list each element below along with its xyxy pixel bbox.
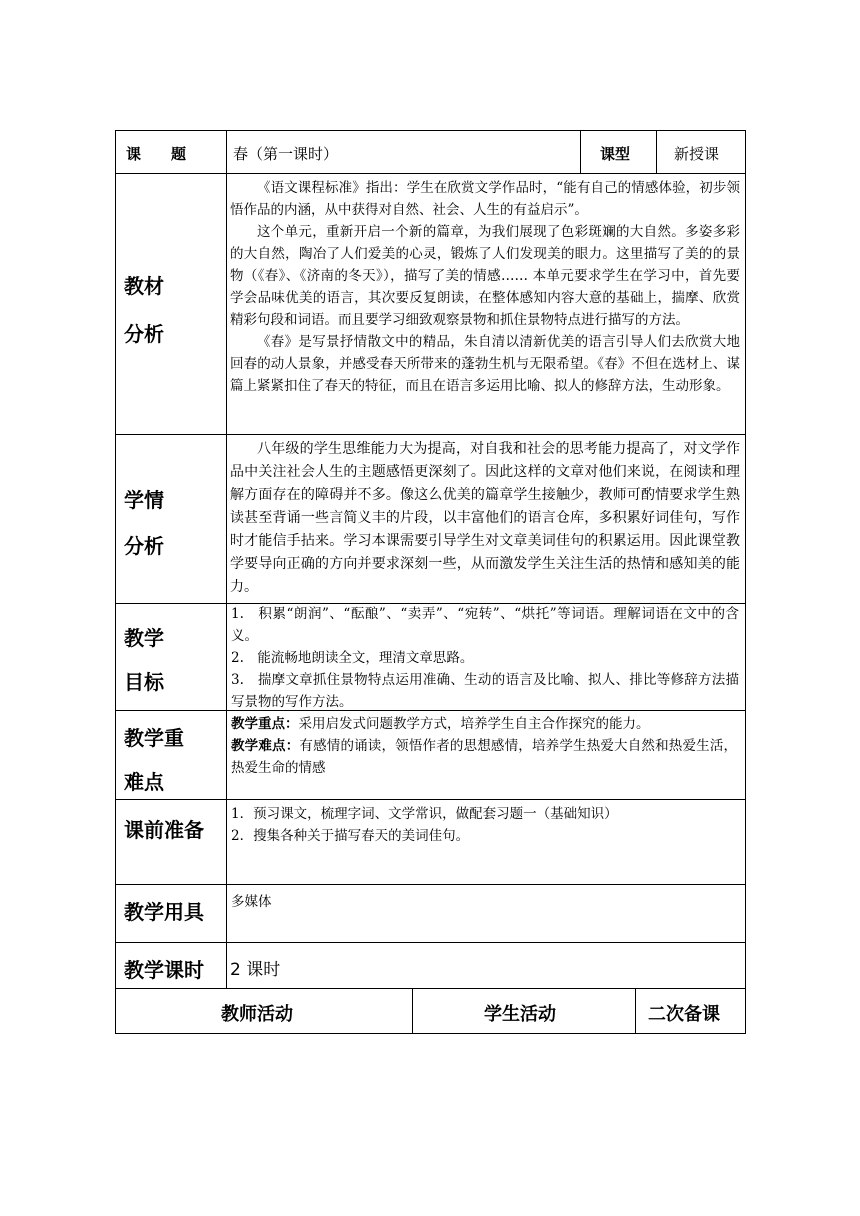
footer-student: 学生活动 <box>484 1004 556 1025</box>
material-paragraph-2: 这个单元，重新开启一个新的篇章，为我们展现了色彩斑斓的大自然。多姿多彩的大自然，陶冶了人们爱美的心灵，锻炼了人们发现美的眼力。这里描写了美的的景物（《春》、《济南的冬天》），描写了美的情感…… 本单元要求学生在学习中，首先要学会品味优美的语言，其次要反复朗读，在整体感知内容大意的基础上，揣摩、欣赏精彩句段和词语。而且要学习细致观察景物和抓住景物特点进行描写的方法。 <box>230 224 740 328</box>
students-label-line1: 学情 <box>124 488 164 512</box>
prep-label: 课前准备 <box>124 818 204 842</box>
focus-label: 教学重点： <box>231 716 299 732</box>
goal-item-2: 2. 能流畅地朗读全文，理清文章思路。 <box>231 650 474 666</box>
prep-text <box>231 803 739 847</box>
goals-text <box>231 603 739 713</box>
material-paragraph-1: 《语文课程标准》指出：学生在欣赏文学作品时，“能有自己的情感体验，初步领悟作品的内涵，从中获得对自然、社会、人生的有益启示”。 <box>230 180 740 218</box>
material-label-line2: 分析 <box>124 322 164 346</box>
tools-label: 教学用具 <box>124 900 204 924</box>
prep-item-1: 1．预习课文，梳理字词、文学常识，做配套习题一（基础知识） <box>231 806 618 822</box>
difficulty-label: 教学难点： <box>231 738 300 754</box>
prep-item-2: 2．搜集各种关于描写春天的美词佳句。 <box>231 828 470 844</box>
goal-item-3: 3. 揣摩文章抓住景物特点运用准确、生动的语言及比喻、拟人、排比等修辞方法描写景物的写作方法。 <box>231 672 739 710</box>
students-paragraph: 八年级的学生思维能力大为提高，对自我和社会的思考能力提高了，对文学作品中关注社会人生的主题感悟更深刻了。因此这样的文章对他们来说，在阅读和理解方面存在的障碍并不多。像这么优美的篇章学生接触少，教师可酌情要求学生熟读甚至背诵一些言简义丰的片段，以丰富他们的语言仓库，多积累好词佳句，写作时才能信手拈来。学习本课需要引导学生对文章美词佳句的积累运用。因此课堂教学要导向正确的方向并要求深刻一些，从而激发学生关注生活的热情和感知美的能力。 <box>230 441 740 595</box>
tools-value: 多媒体 <box>231 894 272 910</box>
students-label-line2: 分析 <box>124 534 164 558</box>
focus-text: 采用启发式问题教学方式，培养学生自主合作探究的能力。 <box>298 716 650 732</box>
keypoint-difficulty <box>231 735 737 779</box>
difficulty-text: 有感情的诵读，领悟作者的思想感情，培养学生热爱大自然和热爱生活，热爱生命的情感 <box>231 738 738 776</box>
type-value: 新授课 <box>674 145 720 163</box>
material-text <box>230 177 740 397</box>
keypoints-label-line1: 教学重 <box>124 726 184 750</box>
students-label-cell <box>115 434 227 604</box>
keypoints-text <box>231 713 737 779</box>
hours-value: 2 课时 <box>230 960 281 980</box>
hours-label: 教学课时 <box>124 958 204 982</box>
topic-value: 春（第一课时） <box>233 145 339 163</box>
goals-label-line2: 目标 <box>124 670 164 694</box>
type-label: 课型 <box>600 145 631 163</box>
keypoint-focus <box>231 713 737 735</box>
topic-label: 课 题 <box>126 145 187 163</box>
material-label-cell <box>115 173 227 435</box>
goal-item-1: 1. 积累“朗润”、“酝酿”、“卖弄”、“宛转”、“烘托”等词语。理解词语在文中的含义。 <box>231 606 739 644</box>
material-label-line1: 教材 <box>124 274 164 298</box>
goals-label-line1: 教学 <box>124 626 164 650</box>
material-paragraph-3: 《春》是写景抒情散文中的精品，朱自清以清新优美的语言引导人们去欣赏大地回春的动人景象，并感受春天所带来的蓬勃生机与无限希望。《春》不但在选材上、谋篇上紧紧扣住了春天的特征，而且在语言多运用比喻、拟人的修辞方法，生动形象。 <box>230 334 740 394</box>
footer-teacher: 教师活动 <box>221 1004 293 1025</box>
footer-review: 二次备课 <box>648 1004 720 1025</box>
hours-content-cell <box>226 942 746 989</box>
students-text <box>230 438 740 599</box>
tools-content-cell <box>226 884 746 943</box>
keypoints-label-line2: 难点 <box>124 770 164 794</box>
